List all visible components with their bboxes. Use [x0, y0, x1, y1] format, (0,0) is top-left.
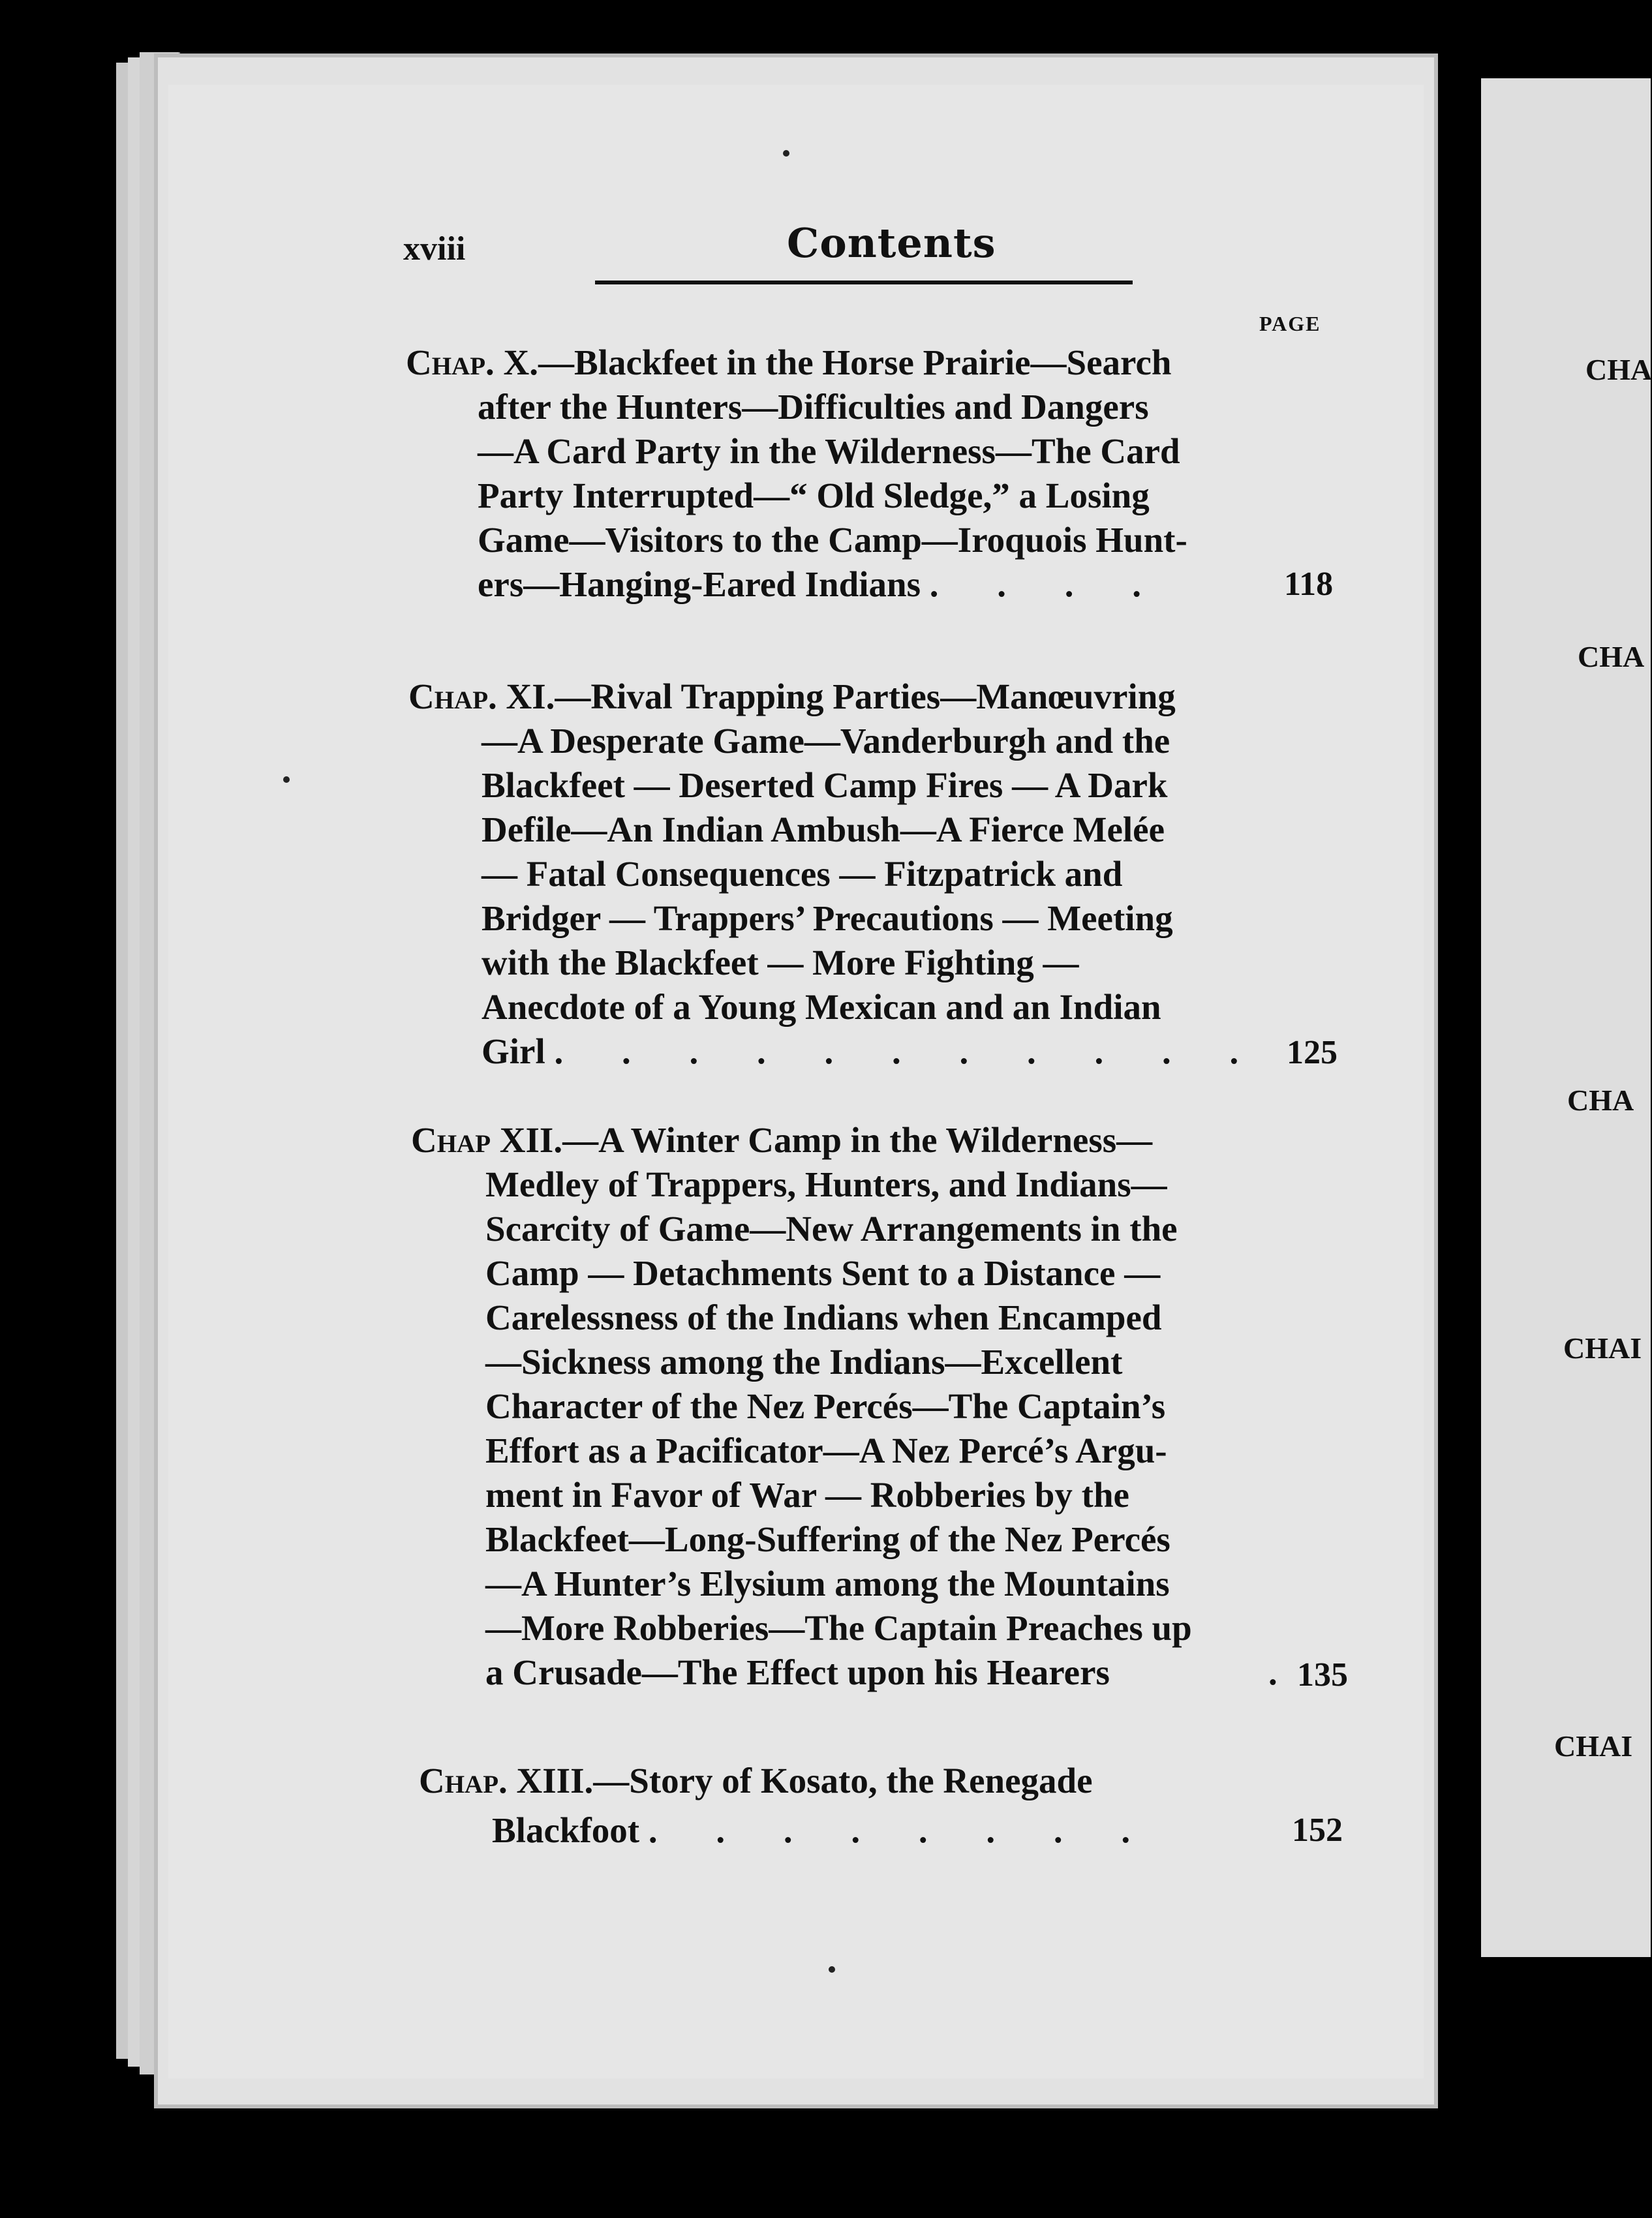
dot-leader: . . . . . . . . . . . [554, 1031, 1264, 1071]
toc-line: Camp — Detachments Sent to a Distance — [485, 1253, 1161, 1293]
title-rule [595, 281, 1133, 284]
chapter-summary: Girl [482, 1031, 545, 1071]
chapter-summary: —Blackfeet in the Horse Prairie—Search [538, 342, 1172, 382]
chapter-page-number: 135 [1297, 1656, 1348, 1694]
toc-line [478, 564, 1166, 605]
chapter-page-number: 118 [1284, 566, 1334, 603]
toc-line: Blackfeet—Long-Suffering of the Nez Percés [485, 1519, 1170, 1559]
right-page-chap-label: CHA [1567, 1084, 1634, 1117]
toc-line: with the Blackfeet — More Fighting — [482, 943, 1079, 982]
chapter-summary: —Story of Kosato, the Renegade [593, 1761, 1093, 1800]
right-page-chap-label: CHAI [1563, 1331, 1642, 1365]
chapter-label: Chap. XIII. [419, 1761, 594, 1800]
page-title: Contents [787, 219, 996, 267]
right-page-chap-label: CHA [1585, 353, 1652, 386]
toc-line: Medley of Trappers, Hunters, and Indians— [485, 1164, 1167, 1204]
right-page-chap-label: CHAI [1554, 1729, 1633, 1763]
chapter-page-number: 152 [1292, 1812, 1343, 1849]
toc-line: Bridger — Trappers’ Precautions — Meeting [482, 898, 1173, 938]
chapter-summary: —Rival Trapping Parties—Manœuvring [555, 676, 1176, 716]
toc-line: Scarcity of Game—New Arrangements in the [485, 1209, 1178, 1249]
toc-line: Effort as a Pacificator—A Nez Percé’s Argu- [485, 1431, 1167, 1470]
dot-leader: . [1268, 1652, 1277, 1692]
toc-line [411, 1119, 1152, 1161]
chapter-label: Chap. XI. [408, 676, 555, 716]
toc-line: Game—Visitors to the Camp—Iroquois Hunt- [478, 520, 1187, 560]
print-speck [283, 776, 290, 783]
dot-leader: . . . . . . . . [648, 1810, 1155, 1850]
chapter-summary: —A Winter Camp in the Wilderness— [562, 1120, 1153, 1160]
right-page-fragment [1481, 78, 1651, 1957]
toc-line: after the Hunters—Difficulties and Dangers [478, 387, 1149, 427]
toc-line [482, 1031, 1263, 1072]
chapter-label: Chap. X. [406, 342, 539, 382]
toc-line: —A Hunter’s Elysium among the Mountains [485, 1564, 1170, 1603]
toc-line: a Crusade—The Effect upon his Hearers [485, 1652, 1110, 1692]
toc-line: —A Card Party in the Wilderness—The Card [478, 431, 1180, 471]
toc-line [419, 1760, 1093, 1801]
toc-line: Blackfeet — Deserted Camp Fires — A Dark [482, 765, 1168, 805]
toc-line [492, 1810, 1155, 1851]
toc-line: — Fatal Consequences — Fitzpatrick and [482, 854, 1123, 894]
chapter-page-number: 125 [1287, 1034, 1338, 1071]
toc-line: —A Desperate Game—Vanderburgh and the [482, 721, 1170, 761]
page-number: xviii [403, 230, 466, 267]
chapter-summary: ers—Hanging-Eared Indians [478, 564, 921, 604]
chapter-label: Chap XII. [411, 1120, 563, 1160]
toc-line: Carelessness of the Indians when Encamped [485, 1298, 1162, 1337]
toc-line: Defile—An Indian Ambush—A Fierce Melée [482, 810, 1165, 849]
page-column-label: PAGE [1259, 312, 1321, 335]
chapter-summary: Blackfoot [492, 1810, 640, 1850]
toc-line [406, 342, 1171, 383]
print-speck [783, 150, 789, 157]
toc-line: —More Robberies—The Captain Preaches up [485, 1608, 1192, 1648]
print-speck [829, 1966, 835, 1973]
toc-line [408, 676, 1176, 717]
toc-line: Anecdote of a Young Mexican and an Indian [482, 987, 1161, 1027]
toc-line: Party Interrupted—“ Old Sledge,” a Losing [478, 476, 1150, 515]
toc-line: ment in Favor of War — Robberies by the [485, 1475, 1129, 1515]
toc-line: —Sickness among the Indians—Excellent [485, 1342, 1123, 1382]
right-page-chap-label: CHA [1578, 640, 1645, 673]
dot-leader: . . . . [929, 564, 1166, 604]
toc-line: Character of the Nez Percés—The Captain’s [485, 1386, 1166, 1426]
